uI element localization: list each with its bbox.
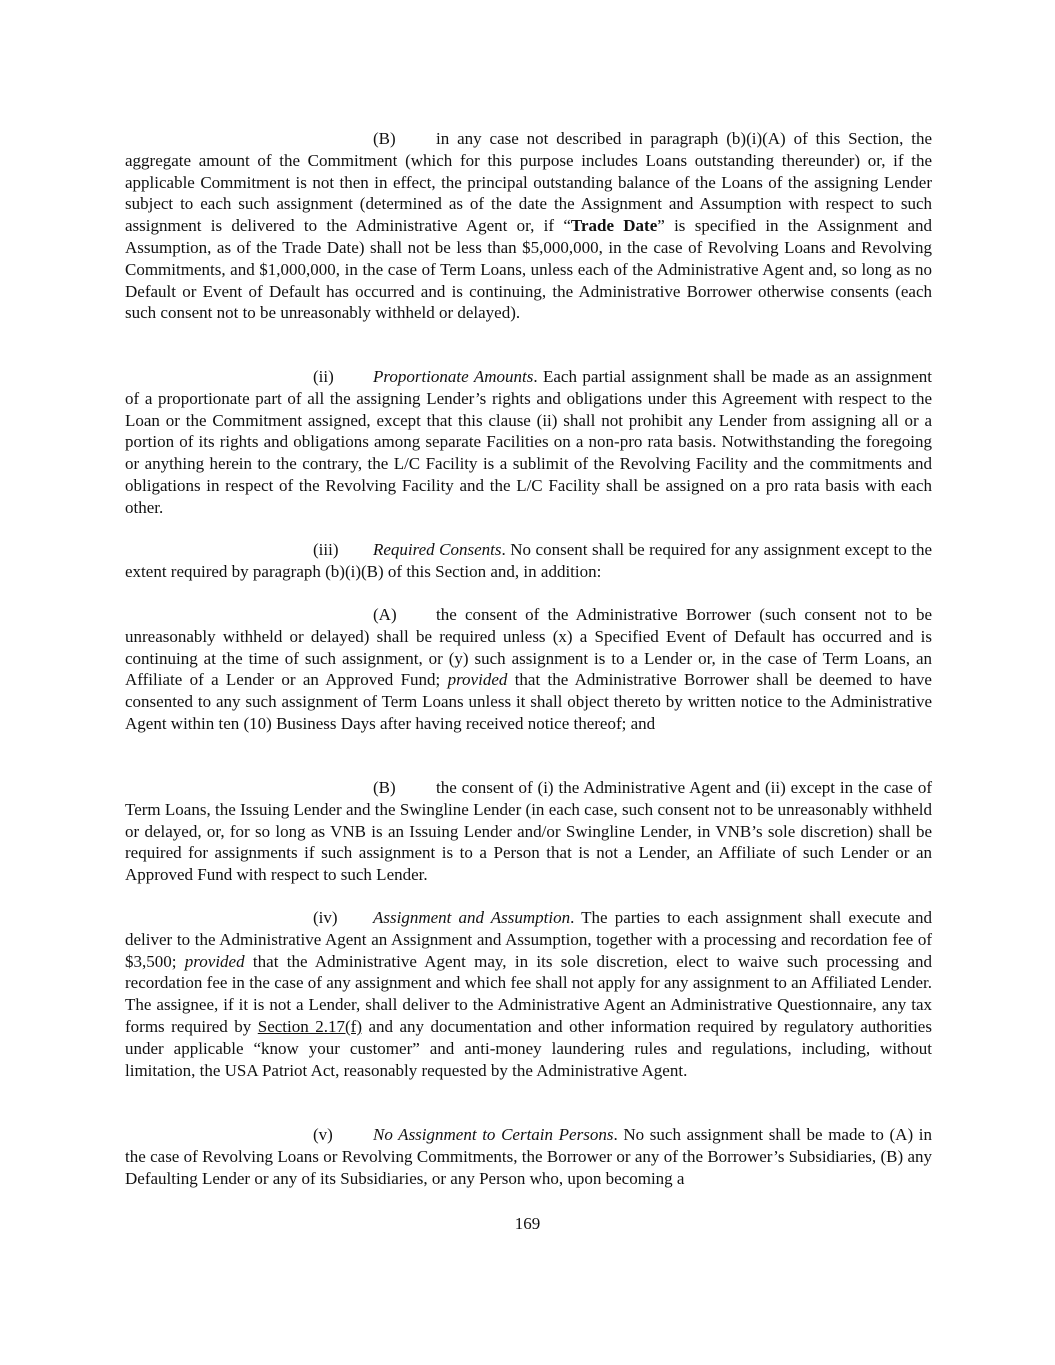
defined-term-trade-date: Trade Date [570, 216, 658, 236]
clause-label: (v) [313, 1125, 333, 1144]
clause-label: (iv) [313, 908, 338, 927]
paragraph-iii-required-consents [125, 539, 932, 583]
paragraph-text: in any case not described in paragraph (b)(i)(A) of this Section, the aggregate amount of the Commitment (which for this purpose includes Loans outstanding thereunder) or, if the applicable Commitment is not then in effect, the principal outstanding balance of the Loans of the assigning Lender subject to each such assignment (determined as of the date the Assignment and Assumption with respect to such assignment is delivered to the Administrative Agent or, if “ [125, 129, 932, 236]
paragraph-text: . No such assignment shall be made to (A) in the case of Revolving Loans or Revolving Commitments, the Borrower or any of the Borrower’s Subsidiaries, (B) any Defaulting Lender or any of its Subsidiaries, or any Person who, upon becoming a [125, 1125, 932, 1188]
clause-label: (B) [373, 129, 396, 148]
paragraph-text: the consent of the Administrative Borrower (such consent not to be unreasonably withheld or delayed) shall be required unless (x) a Specified Event of Default has occurred and is continuing at the time of such assignment, or (y) such assignment is to a Lender or, in the case of Term Loans, an Affiliate of a Lender or an Approved Fund; [125, 605, 932, 690]
clause-label: (ii) [313, 367, 334, 386]
clause-heading: No Assignment to Certain Persons [373, 1125, 614, 1144]
paragraph-b-agent-consent [125, 777, 932, 886]
paragraph-v-no-assignment [125, 1124, 932, 1189]
paragraph-text: ” is specified in the Assignment and Assumption, as of the Trade Date) shall not be less than $5,000,000, in the case of Revolving Loans and Revolving Commitments, and $1,000,000, in the case of Term Loans, unless each of the Administrative Agent and, so long as no Default or Event of Default has occurred and is continuing, the Administrative Borrower otherwise consents (each such consent not to be unreasonably withheld or delayed). [125, 216, 932, 323]
paragraph-text: that the Administrative Agent may, in its sole discretion, elect to waive such processing and recordation fee in the case of any assignment and which fee shall not apply for any assignment to an Affiliated Lender. The assignee, if it is not a Lender, shall deliver to the Administrative Agent an Administrative Questionnaire, any tax forms required by [125, 951, 932, 1036]
paragraph-ii-proportionate-amounts [125, 366, 932, 519]
paragraph-iv-assignment-and-assumption [125, 907, 932, 1081]
italic-term: provided [184, 951, 245, 971]
clause-heading: Proportionate Amounts [373, 367, 534, 386]
clause-label: (A) [373, 605, 397, 624]
clause-heading: Required Consents [373, 540, 502, 559]
clause-label: (B) [373, 778, 396, 797]
italic-term: provided [447, 670, 508, 690]
clause-label: (iii) [313, 540, 339, 559]
paragraph-text: that the Administrative Borrower shall be deemed to have consented to any such assignment of Term Loans unless it shall object thereto by written notice to the Administrative Agent within ten (10) Business Days after having received notice thereof; and [125, 670, 932, 733]
section-reference-link[interactable]: Section 2.17(f) [257, 1016, 362, 1036]
page-number: 169 [514, 1214, 541, 1233]
paragraph-b-minimum-amounts [125, 128, 932, 324]
clause-heading: Assignment and Assumption [373, 908, 571, 927]
paragraph-a-borrower-consent [125, 604, 932, 735]
paragraph-text: the consent of (i) the Administrative Agent and (ii) except in the case of Term Loans, the Issuing Lender and the Swingline Lender (in each case, such consent not to be unreasonably withheld or delayed, or, for so long as VNB is an Issuing Lender and/or Swingline Lender, in VNB’s sole discretion) shall be required for assignments if such assignment is to a Person that is not a Lender, an Affiliate of such Lender or an Approved Fund with respect to such Lender. [125, 778, 932, 885]
paragraph-text: . No consent shall be required for any assignment except to the extent required by paragraph (b)(i)(B) of this Section and, in addition: [125, 540, 932, 581]
paragraph-text: . Each partial assignment shall be made as an assignment of a proportionate part of all the assigning Lender’s rights and obligations under this Agreement with respect to the Loan or the Commitment assigned, except that this clause (ii) shall not prohibit any Lender from assigning all or a portion of its rights and obligations among separate Facilities on a non-pro rata basis. Notwithstanding the foregoing or anything herein to the contrary, the L/C Facility is a sublimit of the Revolving Facility and the commitments and obligations in respect of the Revolving Facility and the L/C Facility shall be assigned on a pro rata basis with each other. [125, 367, 932, 517]
paragraph-text: and any documentation and other information required by regulatory authorities under applicable “know your customer” and anti-money laundering rules and regulations, including, without limitation, the USA Patriot Act, reasonably requested by the Administrative Agent. [125, 1016, 932, 1080]
paragraph-text: . The parties to each assignment shall execute and deliver to the Administrative Agent an Assignment and Assumption, together with a processing and recordation fee of $3,500; [125, 908, 932, 971]
